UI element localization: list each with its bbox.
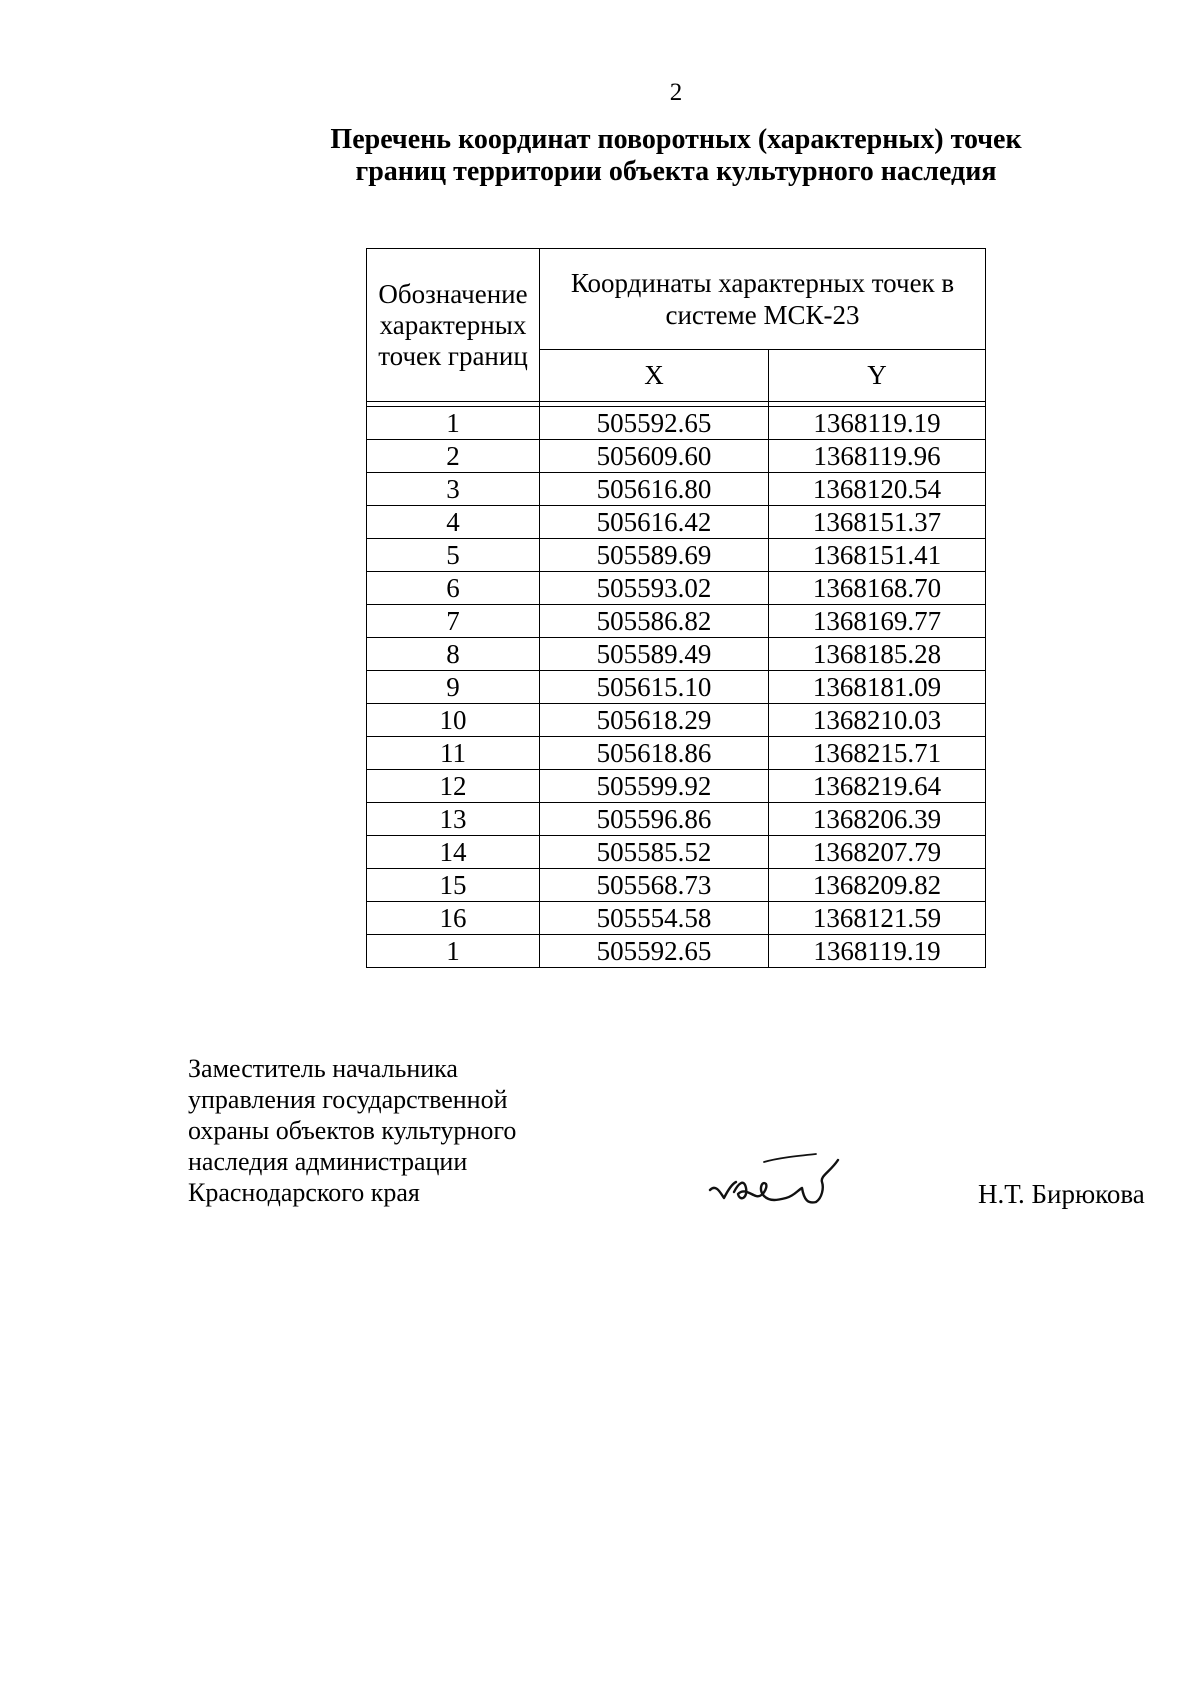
y-cell: 1368120.54 xyxy=(769,473,986,506)
signer-position-line-1: Заместитель начальника xyxy=(188,1054,458,1083)
y-cell: 1368209.82 xyxy=(769,869,986,902)
y-cell: 1368119.19 xyxy=(769,935,986,968)
x-cell: 505568.73 xyxy=(540,869,769,902)
x-cell: 505599.92 xyxy=(540,770,769,803)
table-row xyxy=(367,770,986,803)
point-cell: 13 xyxy=(367,803,540,836)
table-row xyxy=(367,605,986,638)
title-line-2: границ территории объекта культурного наследия xyxy=(355,156,997,187)
y-cell: 1368119.19 xyxy=(769,407,986,440)
table-row xyxy=(367,836,986,869)
point-cell: 9 xyxy=(367,671,540,704)
point-cell: 5 xyxy=(367,539,540,572)
y-cell: 1368215.71 xyxy=(769,737,986,770)
table-row xyxy=(367,638,986,671)
y-column-header: Y xyxy=(769,349,986,401)
signer-position-line-4: наследия администрации xyxy=(188,1147,468,1176)
x-cell: 505618.86 xyxy=(540,737,769,770)
x-cell: 505554.58 xyxy=(540,902,769,935)
x-cell: 505596.86 xyxy=(540,803,769,836)
y-cell: 1368210.03 xyxy=(769,704,986,737)
table-row xyxy=(367,572,986,605)
point-cell: 4 xyxy=(367,506,540,539)
page-number: 2 xyxy=(669,79,683,106)
signer-position-line-2: управления государственной xyxy=(188,1085,508,1114)
point-cell: 15 xyxy=(367,869,540,902)
x-cell: 505589.69 xyxy=(540,539,769,572)
y-cell: 1368206.39 xyxy=(769,803,986,836)
point-cell: 3 xyxy=(367,473,540,506)
point-cell: 2 xyxy=(367,440,540,473)
point-cell: 1 xyxy=(367,935,540,968)
x-cell: 505586.82 xyxy=(540,605,769,638)
x-cell: 505616.42 xyxy=(540,506,769,539)
group-header-line-1: Координаты характерных точек в xyxy=(570,267,955,298)
handwritten-signature xyxy=(704,1148,844,1218)
y-cell: 1368181.09 xyxy=(769,671,986,704)
y-cell: 1368168.70 xyxy=(769,572,986,605)
signer-position xyxy=(188,1053,516,1208)
x-cell: 505593.02 xyxy=(540,572,769,605)
table-row xyxy=(367,704,986,737)
table-row xyxy=(367,869,986,902)
coordinates-table-body xyxy=(367,407,986,968)
x-cell: 505615.10 xyxy=(540,671,769,704)
point-column-header xyxy=(367,249,540,402)
table-row xyxy=(367,407,986,440)
coordinates-group-header xyxy=(540,249,986,350)
table-row xyxy=(367,935,986,968)
table-row xyxy=(367,539,986,572)
table-row xyxy=(367,737,986,770)
document-title xyxy=(220,124,1132,188)
signer-name: Н.Т. Бирюкова xyxy=(978,1179,1145,1209)
x-cell: 505609.60 xyxy=(540,440,769,473)
point-cell: 8 xyxy=(367,638,540,671)
table-row xyxy=(367,803,986,836)
table-row xyxy=(367,671,986,704)
point-cell: 16 xyxy=(367,902,540,935)
y-cell: 1368169.77 xyxy=(769,605,986,638)
point-cell: 1 xyxy=(367,407,540,440)
y-cell: 1368151.41 xyxy=(769,539,986,572)
y-cell: 1368151.37 xyxy=(769,506,986,539)
point-header-line-2: характерных xyxy=(379,309,527,340)
table-row xyxy=(367,506,986,539)
y-cell: 1368185.28 xyxy=(769,638,986,671)
x-cell: 505592.65 xyxy=(540,407,769,440)
y-cell: 1368207.79 xyxy=(769,836,986,869)
signer-position-line-5: Краснодарского края xyxy=(188,1178,420,1207)
coordinates-table xyxy=(366,248,986,968)
group-header-line-2: системе МСК-23 xyxy=(665,299,860,330)
title-line-1: Перечень координат поворотных (характерных) точек xyxy=(330,124,1022,155)
table-row xyxy=(367,473,986,506)
x-cell: 505616.80 xyxy=(540,473,769,506)
table-row xyxy=(367,902,986,935)
y-cell: 1368119.96 xyxy=(769,440,986,473)
point-cell: 10 xyxy=(367,704,540,737)
point-header-line-1: Обозначение xyxy=(378,278,528,309)
point-cell: 14 xyxy=(367,836,540,869)
x-cell: 505592.65 xyxy=(540,935,769,968)
point-cell: 6 xyxy=(367,572,540,605)
point-cell: 11 xyxy=(367,737,540,770)
point-header-line-3: точек границ xyxy=(378,340,528,371)
point-cell: 12 xyxy=(367,770,540,803)
y-cell: 1368121.59 xyxy=(769,902,986,935)
point-cell: 7 xyxy=(367,605,540,638)
signer-position-line-3: охраны объектов культурного xyxy=(188,1116,517,1145)
x-cell: 505618.29 xyxy=(540,704,769,737)
x-cell: 505585.52 xyxy=(540,836,769,869)
x-cell: 505589.49 xyxy=(540,638,769,671)
table-row xyxy=(367,440,986,473)
x-column-header: X xyxy=(540,349,769,401)
y-cell: 1368219.64 xyxy=(769,770,986,803)
